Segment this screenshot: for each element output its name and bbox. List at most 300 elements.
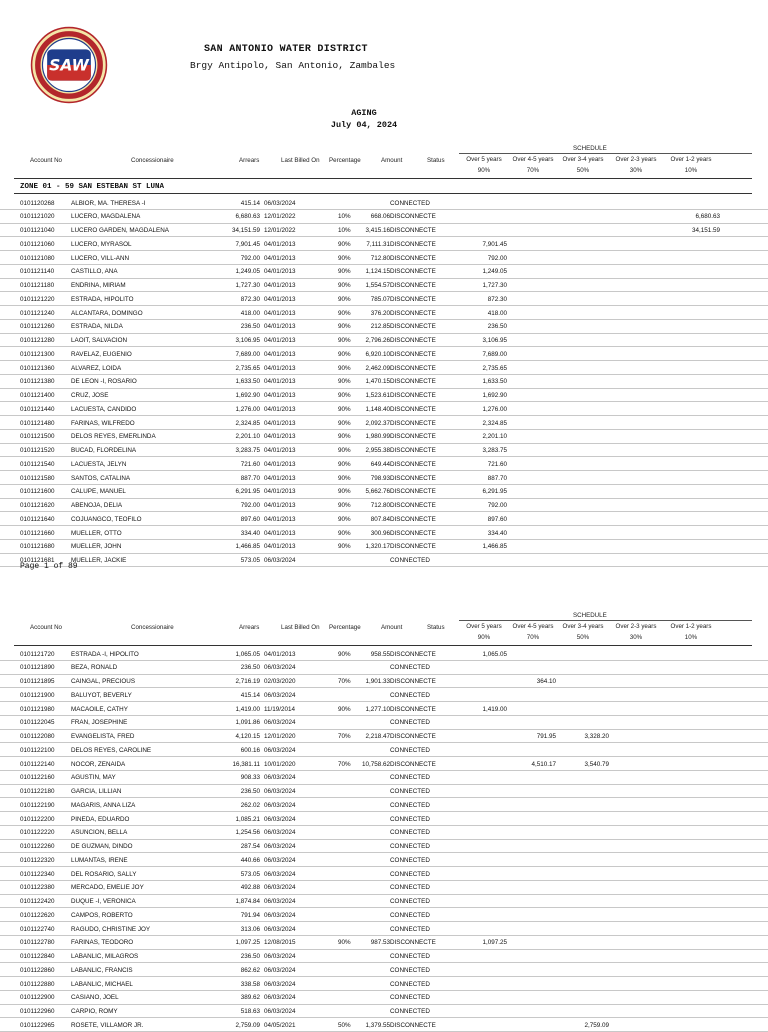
table-row [0, 647, 768, 661]
cell-concessionaire: CALUPE, MANUEL [71, 488, 126, 496]
table-row [0, 812, 768, 826]
table-row [0, 416, 768, 430]
cell-arrears: 236.50 [240, 664, 260, 672]
cell-percentage: 70% [338, 678, 351, 685]
cell-amount: 3,415.16 [365, 227, 390, 234]
cell-last-billed-on: 04/01/2013 [264, 433, 296, 441]
cell-concessionaire: LABANLIC, MICHAEL [71, 980, 133, 988]
cell-percentage: 90% [338, 350, 351, 358]
cell-over-5-years: 1,065.05 [482, 650, 507, 658]
cell-status: DISCONNECTE [390, 460, 436, 468]
cell-percentage: 90% [338, 254, 351, 262]
cell-over-5-years: 7,901.45 [482, 240, 507, 248]
cell-over-5-years: 1,419.00 [482, 705, 507, 713]
column-header [0, 612, 768, 644]
cell-last-billed-on: 04/01/2013 [264, 460, 296, 468]
cell-last-billed-on: 06/03/2024 [264, 980, 296, 988]
cell-percentage: 90% [338, 337, 351, 344]
header-bucket-percent: 70% [526, 167, 540, 174]
cell-account-no: 0101122900 [20, 994, 55, 1002]
cell-percentage: 90% [338, 282, 351, 289]
cell-last-billed-on: 04/01/2013 [264, 240, 296, 248]
cell-last-billed-on: 06/03/2024 [264, 719, 296, 727]
cell-account-no: 0101121140 [20, 268, 55, 276]
cell-arrears: 6,291.95 [235, 488, 260, 496]
cell-amount: 712.80 [370, 502, 390, 509]
cell-over-5-years: 2,735.65 [482, 364, 507, 372]
cell-percentage: 90% [338, 364, 351, 372]
cell-concessionaire: DUQUE -I, VERONICA [71, 898, 136, 905]
cell-arrears: 34,151.59 [231, 227, 260, 234]
cell-account-no: 0101122180 [20, 788, 55, 795]
cell-account-no: 0101121480 [20, 419, 55, 427]
cell-percentage: 90% [338, 405, 351, 413]
header-bucket-label: Over 4-5 years [512, 623, 554, 630]
cell-account-no: 0101121681 [20, 557, 55, 564]
table-row [0, 798, 768, 812]
cell-percentage: 90% [338, 309, 351, 317]
cell-concessionaire: LUCERO, MAGDALENA [71, 213, 141, 221]
cell-arrears: 862.62 [240, 966, 260, 974]
cell-last-billed-on: 11/19/2014 [264, 705, 296, 713]
cell-status: DISCONNECTE [390, 227, 436, 234]
cell-amount: 1,148.40 [365, 405, 390, 413]
cell-last-billed-on: 10/01/2020 [264, 760, 296, 768]
cell-percentage: 90% [338, 392, 351, 399]
cell-last-billed-on: 06/03/2024 [264, 801, 296, 809]
water-district-logo [30, 26, 108, 104]
header-bucket-label: Over 4-5 years [512, 156, 554, 163]
cell-concessionaire: LUCERO, VILL-ANN [71, 254, 130, 262]
cell-status: DISCONNECTE [390, 488, 436, 496]
table-row [0, 251, 768, 265]
cell-account-no: 0101122140 [20, 760, 55, 768]
table-row [0, 950, 768, 964]
table-row [0, 826, 768, 840]
cell-arrears: 338.58 [240, 980, 260, 988]
table-row [0, 512, 768, 526]
cell-concessionaire: NOCOR, ZENAIDA [71, 760, 126, 768]
cell-over-5-years: 1,727.30 [482, 282, 507, 289]
header-bucket-label: Over 2-3 years [615, 623, 657, 630]
svg-text:SAW: SAW [49, 56, 89, 75]
cell-concessionaire: BEZA, RONALD [71, 664, 118, 672]
header-percentage: Percentage [329, 624, 361, 631]
cell-over-5-years: 1,097.25 [482, 939, 507, 947]
cell-last-billed-on: 06/03/2024 [264, 953, 296, 960]
cell-account-no: 0101121580 [20, 474, 55, 482]
page-separator [0, 578, 768, 598]
table-row [0, 265, 768, 279]
cell-over-3-4-years: 2,759.09 [584, 1021, 609, 1029]
cell-arrears: 418.00 [240, 309, 260, 317]
cell-percentage: 70% [338, 760, 351, 768]
cell-status: CONNECTED [390, 199, 430, 207]
cell-over-1-2-years: 34,151.59 [691, 227, 720, 234]
cell-concessionaire: ALBIOR, MA. THERESA -I [71, 199, 146, 207]
cell-account-no: 0101121520 [20, 447, 55, 454]
cell-last-billed-on: 04/01/2013 [264, 543, 296, 551]
table-row [0, 292, 768, 306]
cell-concessionaire: FRAN, JOSEPHINE [71, 719, 128, 727]
cell-concessionaire: PINEDA, EDUARDO [71, 815, 130, 823]
table-row [0, 389, 768, 403]
report-page-2 [0, 598, 768, 1029]
cell-last-billed-on: 12/08/2015 [264, 939, 296, 947]
cell-amount: 376.20 [370, 309, 390, 317]
cell-amount: 1,554.57 [365, 282, 390, 289]
cell-status: DISCONNECTE [390, 309, 436, 317]
header-bucket-label: Over 5 years [466, 156, 502, 163]
cell-over-5-years: 1,249.05 [482, 268, 507, 276]
cell-last-billed-on: 06/03/2024 [264, 870, 296, 878]
cell-last-billed-on: 06/03/2024 [264, 691, 296, 699]
cell-last-billed-on: 12/01/2022 [264, 227, 296, 234]
header-last-billed: Last Billed On [281, 624, 320, 631]
cell-over-5-years: 872.30 [487, 295, 507, 303]
cell-concessionaire: EVANGELISTA, FRED [71, 733, 135, 740]
cell-status: CONNECTED [390, 829, 430, 837]
cell-account-no: 0101121890 [20, 664, 55, 672]
header-concessionaire: Concessionaire [131, 157, 174, 164]
cell-percentage: 90% [338, 433, 351, 441]
cell-concessionaire: SANTOS, CATALINA [71, 474, 131, 482]
table-row [0, 688, 768, 702]
cell-account-no: 0101121260 [20, 323, 55, 331]
cell-over-5-years: 1,633.50 [482, 378, 507, 386]
cell-status: DISCONNECTE [390, 295, 436, 303]
cell-arrears: 791.94 [240, 911, 260, 919]
cell-account-no: 0101121360 [20, 364, 55, 372]
cell-status: DISCONNECTE [390, 515, 436, 523]
cell-status: CONNECTED [390, 843, 430, 850]
cell-concessionaire: DE LEON -I, ROSARIO [71, 378, 137, 386]
cell-last-billed-on: 06/03/2024 [264, 1008, 296, 1015]
cell-arrears: 16,381.11 [232, 760, 260, 768]
cell-status: CONNECTED [390, 1008, 430, 1015]
cell-arrears: 313.06 [240, 925, 260, 933]
cell-concessionaire: DE GUZMAN, DINDO [71, 843, 133, 850]
cell-over-1-2-years: 6,680.63 [695, 213, 720, 221]
cell-over-5-years: 3,283.75 [482, 447, 507, 454]
cell-status: DISCONNECTE [390, 268, 436, 276]
cell-account-no: 0101122200 [20, 815, 55, 823]
cell-account-no: 0101121500 [20, 433, 55, 441]
cell-last-billed-on: 04/01/2013 [264, 529, 296, 537]
cell-percentage: 90% [338, 295, 351, 303]
cell-status: CONNECTED [390, 746, 430, 754]
cell-concessionaire: ENDRINA, MIRIAM [71, 282, 126, 289]
cell-concessionaire: ASUNCION, BELLA [71, 829, 128, 837]
header-amount: Amount [381, 624, 403, 631]
cell-arrears: 4,120.15 [235, 733, 260, 740]
cell-over-5-years: 897.60 [487, 515, 507, 523]
schedule-divider [459, 620, 752, 621]
table-row [0, 334, 768, 348]
cell-amount: 2,092.37 [365, 419, 390, 427]
cell-amount: 807.84 [370, 515, 390, 523]
cell-concessionaire: LACUESTA, JELYN [71, 460, 127, 468]
cell-amount: 958.55 [370, 650, 390, 658]
cell-concessionaire: COJUANGCO, TEOFILO [71, 515, 142, 523]
table-row [0, 361, 768, 375]
header-bucket-percent: 90% [477, 634, 491, 641]
cell-status: DISCONNECTE [390, 733, 436, 740]
table-row [0, 936, 768, 950]
zone-heading: ZONE 01 - 59 SAN ESTEBAN ST LUNA [20, 183, 165, 191]
cell-status: CONNECTED [390, 994, 430, 1002]
cell-arrears: 2,324.85 [235, 419, 260, 427]
cell-status: DISCONNECTE [390, 282, 436, 289]
cell-arrears: 600.16 [240, 746, 260, 754]
cell-status: DISCONNECTE [390, 254, 436, 262]
cell-arrears: 908.33 [240, 774, 260, 782]
cell-account-no: 0101122880 [20, 980, 55, 988]
cell-account-no: 0101122220 [20, 829, 55, 837]
cell-amount: 1,124.15 [365, 268, 390, 276]
cell-account-no: 0101121540 [20, 460, 55, 468]
cell-concessionaire: CAINGAL, PRECIOUS [71, 678, 136, 685]
table-row [0, 730, 768, 744]
report-date: July 04, 2024 [330, 120, 398, 130]
schedule-divider [459, 153, 752, 154]
cell-arrears: 1,419.00 [235, 705, 260, 713]
cell-arrears: 440.66 [240, 856, 260, 864]
cell-last-billed-on: 06/03/2024 [264, 856, 296, 864]
cell-status: DISCONNECTE [390, 760, 436, 768]
cell-amount: 2,796.26 [365, 337, 390, 344]
cell-arrears: 887.70 [240, 474, 260, 482]
cell-status: DISCONNECTE [390, 433, 436, 441]
cell-status: CONNECTED [390, 788, 430, 795]
header-concessionaire: Concessionaire [131, 624, 174, 631]
header-bucket-percent: 30% [629, 167, 643, 174]
header-bucket-label: Over 1-2 years [670, 156, 712, 163]
column-header [0, 145, 768, 177]
cell-account-no: 0101122080 [20, 733, 55, 740]
cell-concessionaire: RAVELAZ, EUGENIO [71, 350, 132, 358]
cell-account-no: 0101122260 [20, 843, 55, 850]
cell-concessionaire: BUCAD, FLORDELINA [71, 447, 137, 454]
cell-account-no: 0101121600 [20, 488, 55, 496]
cell-account-no: 0101122420 [20, 898, 55, 905]
cell-last-billed-on: 06/03/2024 [264, 966, 296, 974]
cell-over-5-years: 792.00 [487, 502, 507, 509]
cell-concessionaire: LUCERO GARDEN, MAGDALENA [71, 227, 169, 234]
cell-status: DISCONNECTE [390, 337, 436, 344]
cell-arrears: 1,249.05 [235, 268, 260, 276]
cell-concessionaire: DELOS REYES, EMERLINDA [71, 433, 156, 441]
cell-status: DISCONNECTE [390, 350, 436, 358]
cell-concessionaire: ALVAREZ, LOIDA [71, 364, 122, 372]
table-row [0, 757, 768, 771]
header-bucket-label: Over 3-4 years [562, 156, 604, 163]
header-bucket-percent: 50% [576, 634, 590, 641]
cell-last-billed-on: 04/01/2013 [264, 254, 296, 262]
cell-account-no: 0101122965 [20, 1021, 55, 1029]
cell-concessionaire: ABENOJA, DELIA [71, 502, 123, 509]
cell-amount: 7,111.31 [366, 240, 390, 248]
cell-concessionaire: LUCERO, MYRASOL [71, 240, 132, 248]
cell-last-billed-on: 06/03/2024 [264, 911, 296, 919]
header-account: Account No [30, 157, 62, 164]
zone-divider [14, 193, 752, 194]
cell-account-no: 0101122160 [20, 774, 55, 782]
cell-over-5-years: 334.40 [487, 529, 507, 537]
cell-arrears: 389.62 [240, 994, 260, 1002]
cell-concessionaire: LABANLIC, FRANCIS [71, 966, 133, 974]
cell-over-5-years: 2,201.10 [482, 433, 507, 441]
table-row [0, 430, 768, 444]
table-row [0, 785, 768, 799]
cell-status: CONNECTED [390, 691, 430, 699]
cell-last-billed-on: 06/03/2024 [264, 843, 296, 850]
cell-over-4-5-years: 791.95 [536, 733, 556, 740]
cell-arrears: 334.40 [240, 529, 260, 537]
table-row [0, 540, 768, 554]
cell-arrears: 3,283.75 [235, 447, 260, 454]
cell-account-no: 0101120268 [20, 199, 55, 207]
cell-status: DISCONNECTE [390, 502, 436, 509]
cell-account-no: 0101121680 [20, 543, 55, 551]
table-row [0, 279, 768, 293]
cell-account-no: 0101121900 [20, 691, 55, 699]
header-arrears: Arrears [239, 157, 260, 164]
cell-arrears: 2,735.65 [235, 364, 260, 372]
cell-arrears: 1,091.86 [235, 719, 260, 727]
cell-account-no: 0101121300 [20, 350, 55, 358]
header-bucket-percent: 70% [526, 634, 540, 641]
cell-concessionaire: DELOS REYES, CAROLINE [71, 746, 152, 754]
header-status: Status [427, 624, 445, 631]
cell-account-no: 0101122380 [20, 884, 55, 892]
cell-percentage: 70% [338, 733, 351, 740]
cell-percentage: 90% [338, 650, 351, 658]
cell-last-billed-on: 06/03/2024 [264, 664, 296, 672]
cell-account-no: 0101121060 [20, 240, 55, 248]
aging-table-body [0, 647, 768, 1032]
cell-status: CONNECTED [390, 815, 430, 823]
table-row [0, 702, 768, 716]
cell-percentage: 90% [338, 529, 351, 537]
cell-over-5-years: 7,689.00 [482, 350, 507, 358]
cell-status: DISCONNECTE [390, 392, 436, 399]
cell-percentage: 90% [338, 543, 351, 551]
cell-arrears: 1,727.30 [235, 282, 260, 289]
cell-status: CONNECTED [390, 557, 430, 564]
cell-amount: 798.93 [370, 474, 390, 482]
cell-account-no: 0101121620 [20, 502, 55, 509]
table-row [0, 771, 768, 785]
cell-last-billed-on: 04/05/2021 [264, 1021, 296, 1029]
header-bucket-label: Over 5 years [466, 623, 502, 630]
cell-arrears: 1,254.56 [235, 829, 260, 837]
cell-concessionaire: FARINAS, WILFREDO [71, 419, 135, 427]
header-bucket-label: Over 3-4 years [562, 623, 604, 630]
header-amount: Amount [381, 157, 403, 164]
cell-concessionaire: ROSETE, VILLAMOR JR. [71, 1021, 144, 1029]
cell-arrears: 3,106.95 [235, 337, 260, 344]
table-row [0, 661, 768, 675]
header-bucket-label: Over 2-3 years [615, 156, 657, 163]
cell-percentage: 50% [338, 1021, 351, 1029]
cell-arrears: 1,276.00 [235, 405, 260, 413]
table-row [0, 444, 768, 458]
table-row [0, 320, 768, 334]
cell-status: DISCONNECTE [390, 405, 436, 413]
cell-account-no: 0101121080 [20, 254, 55, 262]
table-row [0, 347, 768, 361]
cell-amount: 1,379.55 [365, 1021, 390, 1029]
cell-concessionaire: ESTRADA, HIPOLITO [71, 295, 134, 303]
header-bucket-percent: 10% [684, 634, 698, 641]
header-bucket-label: Over 1-2 years [670, 623, 712, 630]
header-schedule: SCHEDULE [573, 612, 607, 619]
cell-arrears: 6,680.63 [235, 213, 260, 221]
cell-concessionaire: FARINAS, TEODORO [71, 939, 134, 947]
cell-status: DISCONNECTE [390, 323, 436, 331]
cell-percentage: 90% [338, 488, 351, 496]
table-row [0, 499, 768, 513]
table-row [0, 922, 768, 936]
cell-concessionaire: ALCANTARA, DOMINGO [71, 309, 143, 317]
cell-amount: 712.80 [370, 254, 390, 262]
cell-concessionaire: MACAOILE, CATHY [71, 705, 128, 713]
cell-over-3-4-years: 3,328.20 [584, 733, 609, 740]
cell-over-5-years: 418.00 [487, 309, 507, 317]
table-row [0, 210, 768, 224]
cell-arrears: 1,097.25 [235, 939, 260, 947]
cell-arrears: 573.05 [240, 870, 260, 878]
cell-amount: 649.44 [370, 460, 390, 468]
cell-concessionaire: RAGUDO, CHRISTINE JOY [71, 925, 151, 933]
cell-percentage: 90% [338, 378, 351, 386]
cell-account-no: 0101122860 [20, 966, 55, 974]
cell-arrears: 518.63 [240, 1008, 260, 1015]
cell-arrears: 897.60 [240, 515, 260, 523]
header-bucket-percent: 50% [576, 167, 590, 174]
cell-arrears: 236.50 [240, 788, 260, 795]
cell-last-billed-on: 04/01/2013 [264, 378, 296, 386]
cell-arrears: 2,716.19 [235, 678, 260, 685]
cell-account-no: 0101121895 [20, 678, 55, 685]
table-row [0, 457, 768, 471]
cell-account-no: 0101122100 [20, 746, 55, 754]
cell-status: DISCONNECTE [390, 419, 436, 427]
cell-account-no: 0101121040 [20, 227, 55, 234]
header-last-billed: Last Billed On [281, 157, 320, 164]
cell-arrears: 721.60 [240, 460, 260, 468]
cell-percentage: 90% [338, 268, 351, 276]
table-row [0, 471, 768, 485]
cell-account-no: 0101121280 [20, 337, 55, 344]
cell-concessionaire: CASTILLO, ANA [71, 268, 118, 276]
cell-status: DISCONNECTE [390, 705, 436, 713]
cell-status: CONNECTED [390, 801, 430, 809]
cell-status: DISCONNECTE [390, 447, 436, 454]
cell-status: CONNECTED [390, 856, 430, 864]
cell-concessionaire: CASIANO, JOEL [71, 994, 119, 1002]
cell-concessionaire: CRUZ, JOSE [71, 392, 109, 399]
cell-status: CONNECTED [390, 870, 430, 878]
cell-status: CONNECTED [390, 898, 430, 905]
table-row [0, 224, 768, 238]
cell-last-billed-on: 06/03/2024 [264, 925, 296, 933]
cell-amount: 6,920.10 [365, 350, 390, 358]
cell-last-billed-on: 06/03/2024 [264, 557, 296, 564]
cell-amount: 2,462.09 [365, 364, 390, 372]
cell-over-5-years: 1,692.90 [482, 392, 507, 399]
